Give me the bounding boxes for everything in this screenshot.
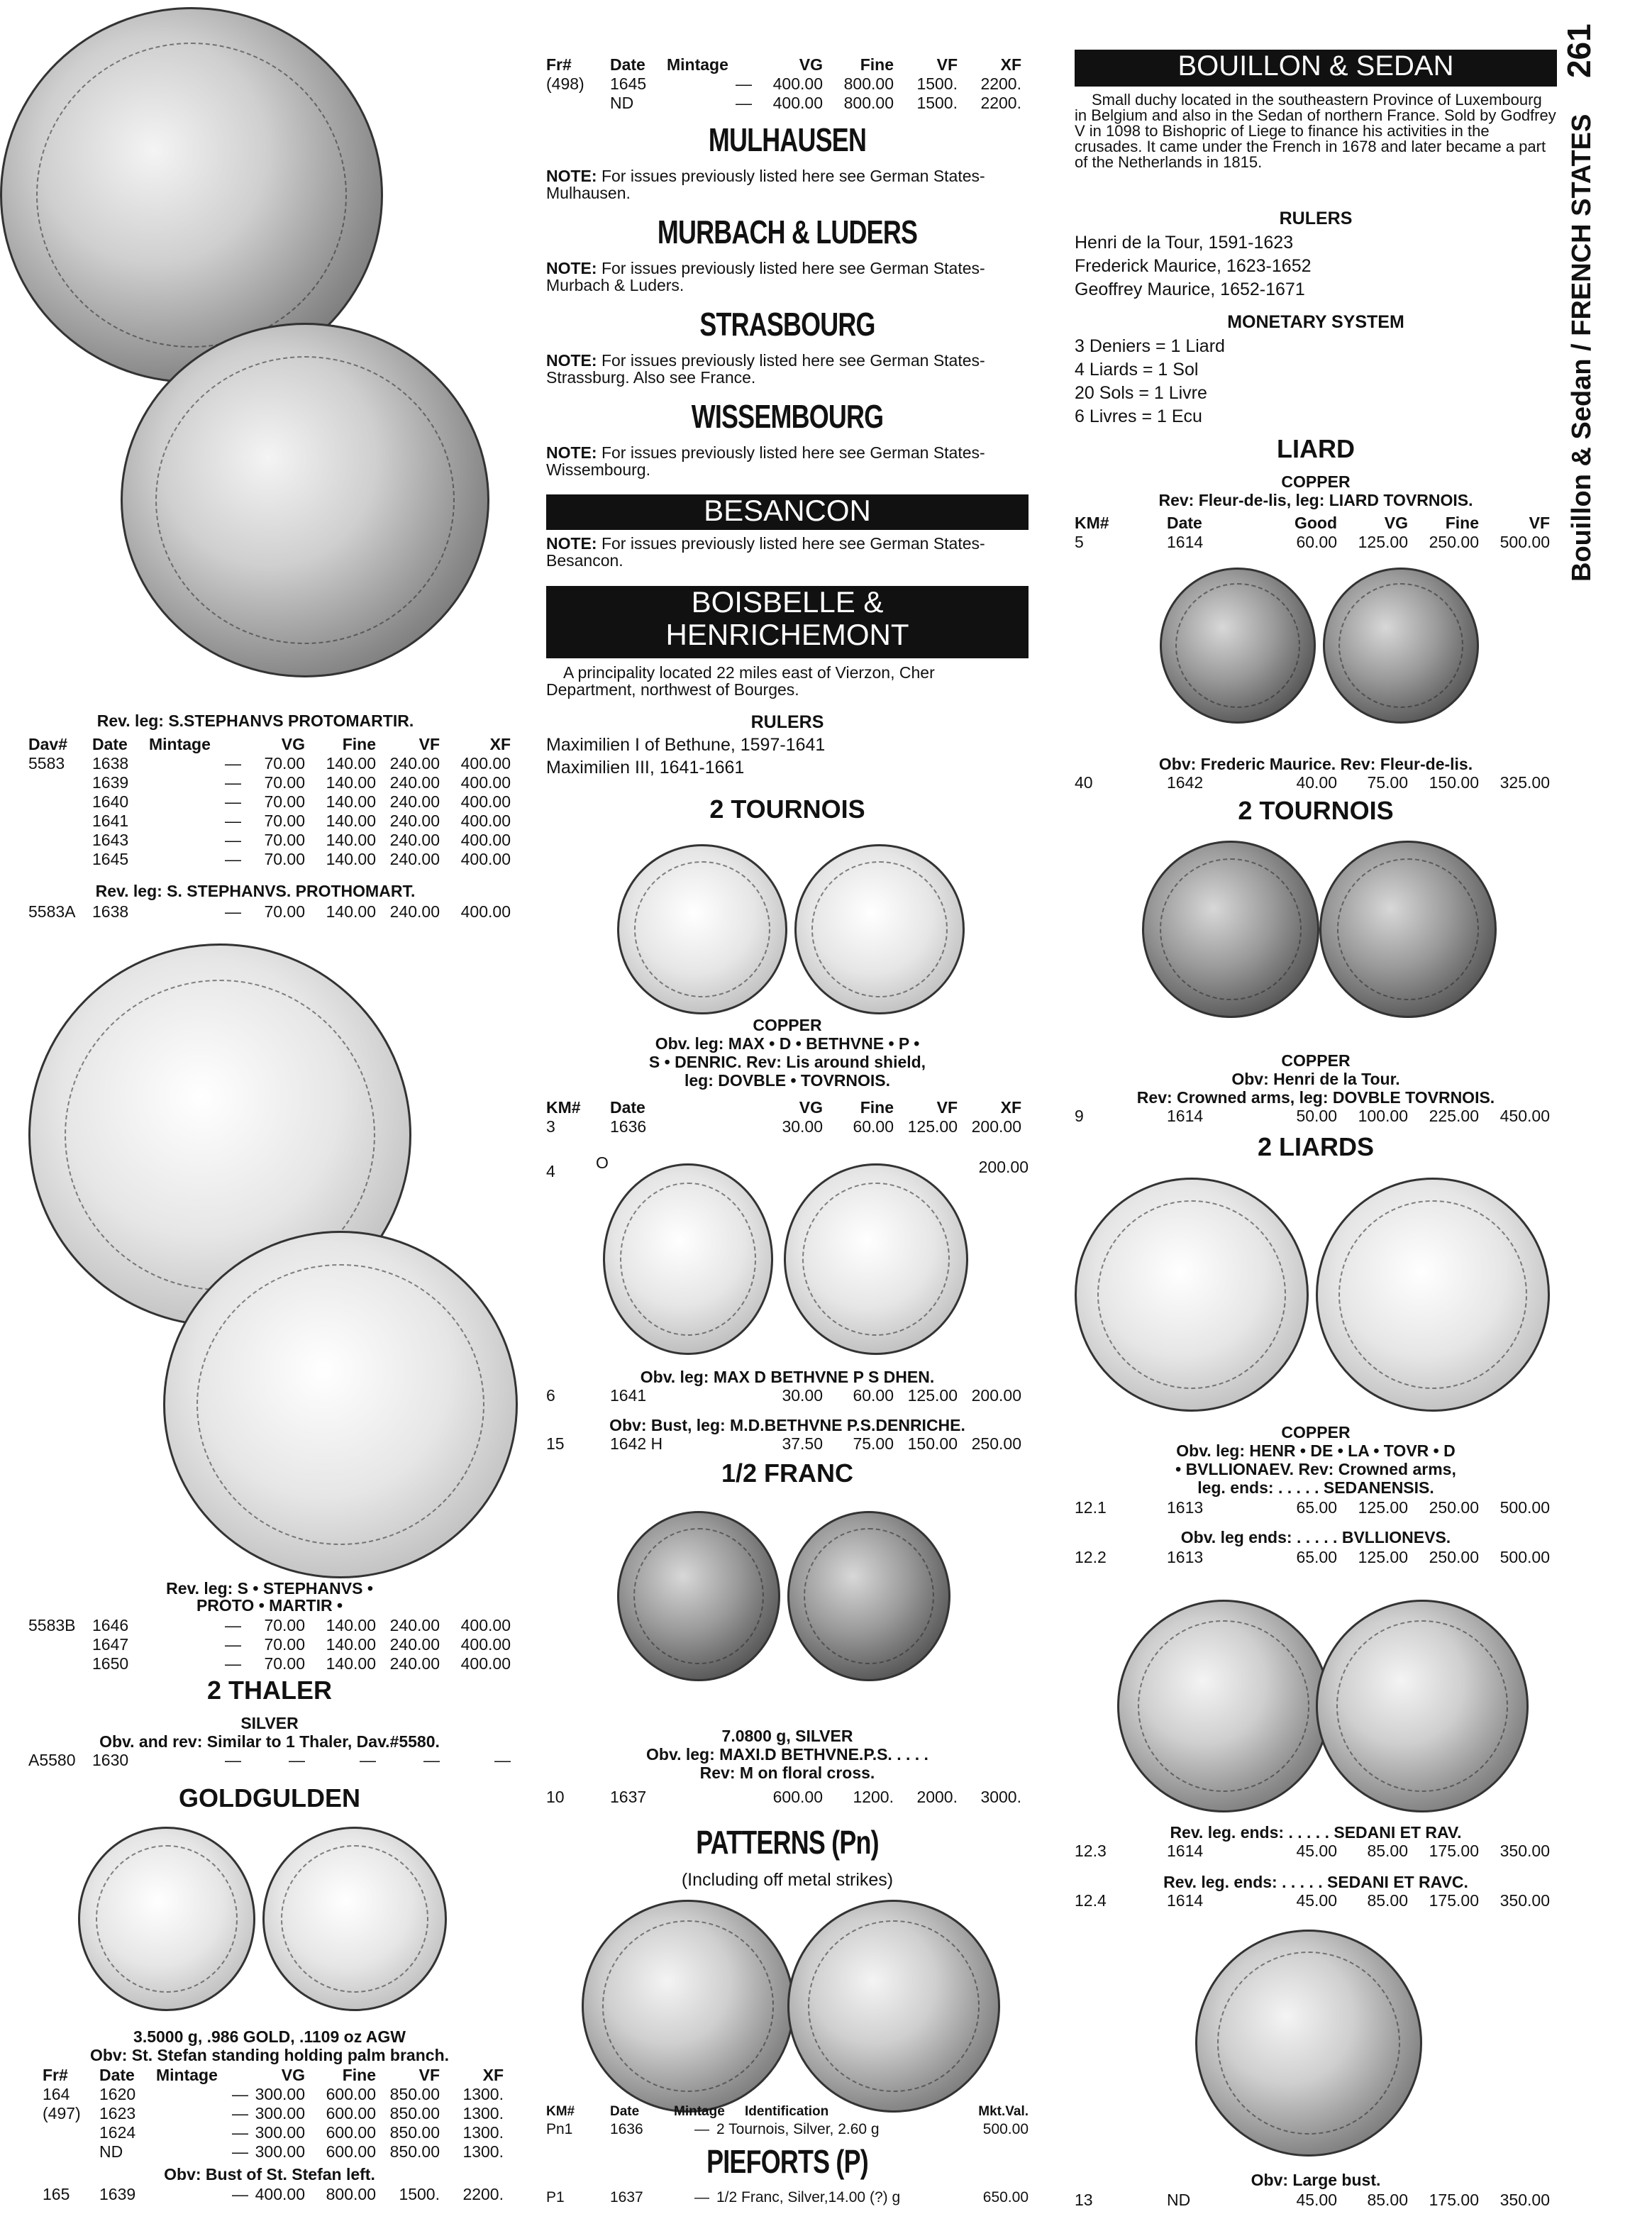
km-table-row: 9 1614 50.00 100.00 225.00 450.00 (1075, 1107, 1550, 1125)
liard-copper: COPPER (1281, 472, 1351, 491)
fr-top-header: Fr# Date Mintage VG Fine VF XF (546, 55, 1021, 74)
dav-table-row: 1639 — 70.00 140.00 240.00 400.00 (92, 773, 511, 792)
km6-row (546, 1386, 1029, 1405)
km-table-row: 13 ND 45.00 85.00 175.00 350.00 (1075, 2191, 1550, 2209)
boisbelle-line-1: BOISBELLE & (691, 585, 884, 619)
km-table-row: 3 1636 30.00 60.00 125.00 200.00 (546, 1117, 1021, 1136)
liards-reverse-coin-image (1316, 1178, 1550, 1412)
km15-obv-legend: Obv: Bust, leg: M.D.BETHVNE P.S.DENRICHE. (609, 1416, 965, 1434)
boisbelle-ruler-1: Maximilien I of Bethune, 1597-1641 (546, 735, 826, 755)
fr-table (43, 2066, 511, 2162)
liards-obv-1: Obv. leg: HENR • DE • LA • TOVR • D (1176, 1441, 1456, 1460)
besancon-note: NOTE: For issues previously listed here see German States-Besancon. (546, 534, 985, 570)
bouillon-ruler-1: Henri de la Tour, 1591-1623 (1075, 233, 1294, 253)
dav-table-row: 5583 1638 — 70.00 140.00 240.00 400.00 (28, 754, 511, 773)
rav-legend: Rev. leg. ends: . . . . . SEDANI ET RAV. (1170, 1823, 1462, 1842)
fr-table-row: (498) 1645 — 400.00 800.00 1500. 2200. (546, 74, 1021, 93)
right-2-tournois-heading: 2 TOURNOIS (1238, 796, 1394, 825)
bouillon-desc: Small duchy located in the southeastern Province of Luxembourg in Belgium and also in the Sedan of northern France. Sold by Godfrey V in 1098 to Bishopric of Liege to finance his activities in the crusades. It came under the French in 1678 and later became a part of the Netherlands in 1815. (1075, 91, 1556, 171)
km4-number: 4 (546, 1162, 555, 1180)
frederic-legend: Obv: Frederic Maurice. Rev: Fleur-de-lis. (1158, 755, 1473, 773)
dav-table-1 (28, 735, 511, 869)
p1-row: P1 1637 — 1/2 Franc, Silver,14.00 (?) g 650.00 (546, 2189, 1029, 2205)
liard-heading: LIARD (1277, 434, 1355, 463)
boisbelle-ruler-2: Maximilien III, 1641-1661 (546, 758, 745, 777)
2-thaler-heading: 2 THALER (206, 1676, 332, 1705)
fr-165-row (43, 2185, 511, 2204)
km-table-row: 10 1637 600.00 1200. 2000. 3000. (546, 1788, 1021, 1806)
patterns-heading: PATTERNS (Pn) (696, 1824, 879, 1861)
km-table-header: KM# Date VG Fine VF XF (546, 1098, 1021, 1117)
side-header-text: Bouillon & Sedan / FRENCH STATES (1567, 114, 1597, 582)
ravc-legend: Rev. leg. ends: . . . . . SEDANI ET RAVC. (1163, 1873, 1468, 1891)
km6-obv-legend: Obv. leg: MAX D BETHVNE P S DHEN. (640, 1368, 935, 1386)
km6-obverse-coin-image (603, 1163, 773, 1355)
km4-row (546, 1153, 1029, 1180)
dav-table-row: 1641 — 70.00 140.00 240.00 400.00 (92, 812, 511, 830)
liard-table-header: KM# Date Good VG Fine VF (1075, 514, 1550, 532)
mid-obv-leg-2: S • DENRIC. Rev: Lis around shield, (648, 1053, 926, 1071)
fr-table-row: 1624 — 300.00 600.00 850.00 1300. (99, 2123, 504, 2142)
pn-table (546, 2104, 1029, 2139)
pn-table-header: KM# Date Mintage Identification Mkt.Val. (546, 2104, 1029, 2119)
km-table-row: 15 1642 H 37.50 75.00 150.00 250.00 (546, 1434, 1021, 1453)
liard-table (1075, 514, 1557, 552)
a5580-row (28, 1751, 511, 1770)
strasbourg-note: NOTE: For issues previously listed here see German States-Strassburg. Also see France. (546, 351, 985, 387)
right-tournois-obverse-coin-image (1142, 841, 1319, 1018)
goldgulden-heading: GOLDGULDEN (179, 1783, 360, 1812)
monetary-2: 4 Liards = 1 Sol (1075, 360, 1199, 380)
fr-table-row: 165 1639 — 400.00 800.00 1500. 2200. (43, 2185, 504, 2203)
bouillon-ruler-3: Geoffrey Maurice, 1652-1671 (1075, 279, 1305, 299)
liard-rev: Rev: Fleur-de-lis, leg: LIARD TOVRNOIS. (1158, 491, 1473, 509)
monetary-3: 20 Sols = 1 Livre (1075, 383, 1207, 403)
fr-table-row: 164 1620 — 300.00 600.00 850.00 1300. (43, 2085, 504, 2103)
dav-table-row: 5583B 1646 — 70.00 140.00 240.00 400.00 (28, 1616, 511, 1634)
dav-5583a-row (28, 902, 511, 921)
gold-obv-legend: Obv: St. Stefan standing holding palm branch. (89, 2046, 450, 2064)
km4-obscured-text: O (596, 1153, 609, 1172)
km-table-row: 12.1 1613 65.00 125.00 250.00 500.00 (1075, 1498, 1550, 1517)
2-liards-heading: 2 LIARDS (1257, 1132, 1375, 1161)
bouillon-ruler-2: Frederick Maurice, 1623-1652 (1075, 256, 1312, 276)
km9-row (1075, 1107, 1557, 1126)
fr-table-row: (497) 1623 — 300.00 600.00 850.00 1300. (43, 2104, 504, 2122)
boisbelle-desc: A principality located 22 miles east of Vierzon, Cher Department, northwest of Bourges. (546, 663, 935, 699)
side-running-header (1558, 23, 1600, 582)
monetary-1: 3 Deniers = 1 Liard (1075, 336, 1225, 356)
franc-obv: Obv. leg: MAXI.D BETHVNE.P.S. . . . . (646, 1745, 928, 1764)
km10-row (546, 1788, 1029, 1807)
km-table-row: 12.4 1614 45.00 85.00 175.00 350.00 (1075, 1891, 1550, 1910)
dav-table-row: 1647 — 70.00 140.00 240.00 400.00 (92, 1635, 511, 1654)
large-bust-legend: Obv: Large bust. (1251, 2171, 1381, 2189)
bouillon-rulers-heading: RULERS (1279, 209, 1353, 228)
km6-reverse-coin-image (784, 1163, 968, 1355)
thaler-reverse-coin-image-2 (163, 1231, 518, 1578)
bvllionevs-legend: Obv. leg ends: . . . . . BVLLIONEVS. (1180, 1528, 1451, 1546)
rev-legend-2: Rev. leg: S. STEPHANVS. PROTHOMART. (95, 882, 416, 900)
dav-table-row: 1643 — 70.00 140.00 240.00 400.00 (92, 831, 511, 849)
mid-obv-leg-3: leg: DOVBLE • TOVRNOIS. (684, 1071, 891, 1090)
large-bust-coin-image (1195, 1930, 1422, 2157)
mid-copper-label: COPPER (753, 1016, 822, 1034)
silver-label: SILVER (240, 1714, 299, 1732)
murbach-note: NOTE: For issues previously listed here see German States-Murbach & Luders. (546, 259, 985, 294)
liards-obv-3: leg. ends: . . . . . SEDANENSIS. (1197, 1478, 1434, 1497)
km-table-row: 12.3 1614 45.00 85.00 175.00 350.00 (1075, 1842, 1550, 1860)
km40-row (1075, 773, 1557, 792)
km-table-row: 12.2 1613 65.00 125.00 250.00 500.00 (1075, 1548, 1550, 1566)
patterns-subtitle: (Including off metal strikes) (681, 1870, 894, 1890)
fr-table-row: ND — 300.00 600.00 850.00 1300. (99, 2142, 504, 2161)
liard-reverse-coin-image (1323, 568, 1479, 724)
rev-legend-1: Rev. leg: S.STEPHANVS PROTOMARTIR. (96, 712, 414, 730)
km-table-row: 6 1641 30.00 60.00 125.00 200.00 (546, 1386, 1021, 1405)
franc-spec: 7.0800 g, SILVER (721, 1727, 853, 1745)
bust-legend: Obv: Bust of St. Stefan left. (164, 2165, 375, 2183)
km12-3-obverse-coin-image (1117, 1600, 1330, 1812)
half-franc-heading: 1/2 FRANC (721, 1459, 854, 1488)
rev-legend-3b: PROTO • MARTIR • (196, 1596, 343, 1615)
dav-table-row: 1645 — 70.00 140.00 240.00 400.00 (92, 850, 511, 868)
dav-table-row: 1650 — 70.00 140.00 240.00 400.00 (92, 1654, 511, 1673)
km12-4-row (1075, 1891, 1557, 1910)
dav-table-row: 5583A 1638 — 70.00 140.00 240.00 400.00 (28, 902, 511, 921)
page-number: 261 (1560, 23, 1597, 79)
rev-legend-3a: Rev. leg: S • STEPHANVS • (166, 1579, 373, 1598)
monetary-system-heading: MONETARY SYSTEM (1227, 312, 1404, 332)
dav-table-header: Dav# Date Mintage VG Fine VF XF (28, 735, 511, 753)
dav-table-row: 1640 — 70.00 140.00 240.00 400.00 (92, 792, 511, 811)
pattern-obverse-coin-image (582, 1900, 794, 2113)
km-table-row: 40 1642 40.00 75.00 150.00 325.00 (1075, 773, 1550, 792)
km-table-row: 5 1614 60.00 125.00 250.00 500.00 (1075, 533, 1550, 551)
km13-row (1075, 2191, 1557, 2210)
goldgulden-obverse-coin-image (78, 1827, 255, 2011)
franc-rev: Rev: M on floral cross. (699, 1764, 875, 1782)
km12-2-row (1075, 1548, 1557, 1567)
fr-table-row: ND — 400.00 800.00 1500. 2200. (610, 94, 1021, 112)
km-table (546, 1098, 1029, 1136)
goldgulden-reverse-coin-image (262, 1827, 447, 2011)
km12-1-row (1075, 1498, 1557, 1517)
dav-table-3 (28, 1616, 511, 1673)
boisbelle-line-2: HENRICHEMONT (665, 618, 909, 651)
km12-3-row (1075, 1842, 1557, 1861)
km15-row (546, 1434, 1029, 1454)
franc-obverse-coin-image (617, 1511, 780, 1681)
wissembourg-heading: WISSEMBOURG (691, 398, 884, 435)
mid-2-tournois-heading: 2 TOURNOIS (709, 795, 865, 824)
fr-top-table (546, 55, 1029, 113)
km4-value: 200.00 (978, 1158, 1029, 1176)
murbach-heading: MURBACH & LUDERS (657, 214, 918, 250)
monetary-4: 6 Livres = 1 Ecu (1075, 406, 1202, 426)
mid-obv-leg-1: Obv. leg: MAX • D • BETHVNE • P • (655, 1034, 920, 1053)
right-tournois-reverse-coin-image (1319, 841, 1497, 1018)
liards-obv-2: • BVLLIONAEV. Rev: Crowned arms, (1175, 1460, 1456, 1478)
right-tournois-copper: COPPER (1281, 1051, 1351, 1070)
boisbelle-banner (546, 586, 1029, 658)
fr-table-header: Fr# Date Mintage VG Fine VF XF (43, 2066, 504, 2084)
similar-legend: Obv. and rev: Similar to 1 Thaler, Dav.#5580. (99, 1732, 440, 1751)
tournois-reverse-coin-image (794, 844, 965, 1014)
bouillon-sedan-banner: BOUILLON & SEDAN (1075, 50, 1557, 87)
mulhausen-heading: MULHAUSEN (708, 121, 867, 158)
dav-table-row: A5580 1630 — — — — — (28, 1751, 511, 1769)
franc-reverse-coin-image (787, 1511, 950, 1681)
liard-obverse-coin-image (1160, 568, 1316, 724)
tournois-obverse-coin-image (617, 844, 787, 1014)
strasbourg-heading: STRASBOURG (699, 306, 875, 343)
henri-legend: Obv: Henri de la Tour. (1231, 1070, 1400, 1088)
thaler-reverse-coin-image (121, 323, 489, 677)
pieforts-heading: PIEFORTS (P) (706, 2143, 868, 2180)
liards-obverse-coin-image (1075, 1178, 1309, 1412)
pattern-reverse-coin-image (787, 1900, 1000, 2113)
mulhausen-note: NOTE: For issues previously listed here see German States-Mulhausen. (546, 167, 985, 202)
pn1-row: Pn1 1636 — 2 Tournois, Silver, 2.60 g 500.00 (546, 2121, 1029, 2137)
km12-3-reverse-coin-image (1316, 1600, 1529, 1812)
crowned-legend: Rev: Crowned arms, leg: DOVBLE TOVRNOIS. (1136, 1088, 1495, 1107)
boisbelle-rulers-heading: RULERS (750, 712, 824, 732)
wissembourg-note: NOTE: For issues previously listed here see German States-Wissembourg. (546, 443, 985, 479)
liards-copper: COPPER (1281, 1423, 1351, 1441)
besancon-banner: BESANCON (546, 494, 1029, 530)
gold-spec: 3.5000 g, .986 GOLD, .1109 oz AGW (133, 2027, 406, 2046)
